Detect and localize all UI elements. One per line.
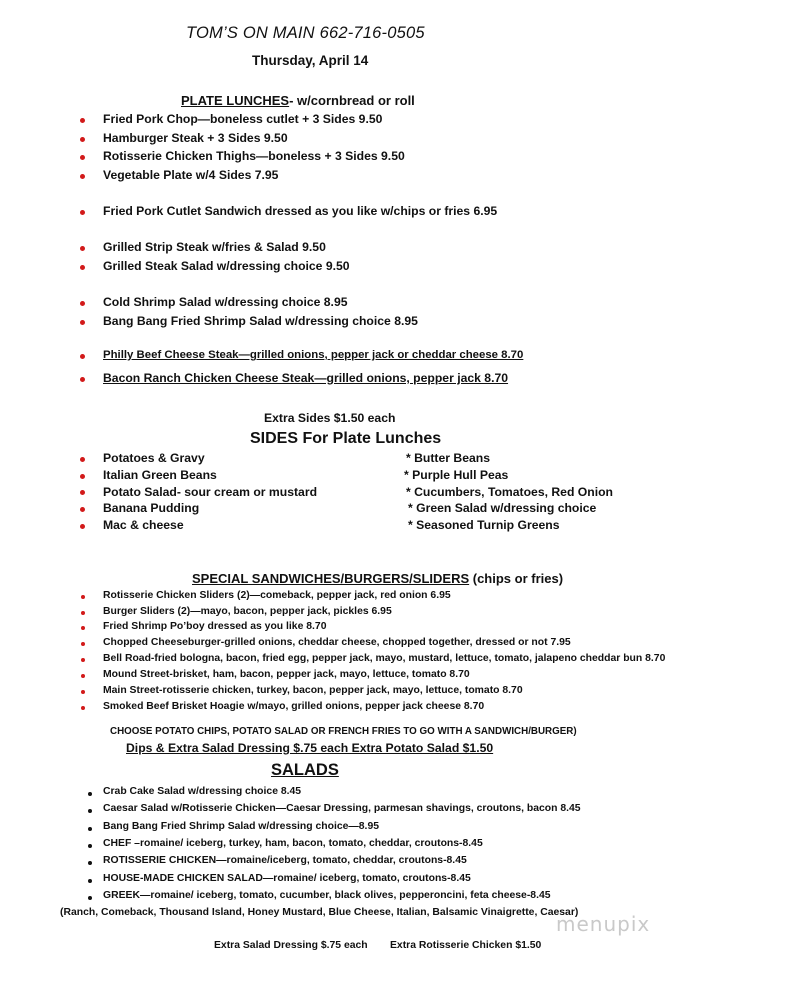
bullet-icon: [81, 706, 85, 710]
sandwich-item: Rotisserie Chicken Sliders (2)—comeback, pepper jack, red onion 6.95: [103, 590, 451, 601]
plate-lunch-item: Vegetable Plate w/4 Sides 7.95: [103, 168, 279, 182]
bullet-icon: [80, 490, 85, 495]
bullet-icon: [80, 474, 85, 479]
salad-item: ROTISSERIE CHICKEN—romaine/iceberg, tomato, cheddar, croutons-8.45: [103, 855, 467, 866]
side-item: Potatoes & Gravy: [103, 451, 205, 465]
bullet-icon: [88, 827, 92, 831]
bullet-icon: [88, 879, 92, 883]
salad-item: GREEK—romaine/ iceberg, tomato, cucumber, black olives, pepperoncini, feta cheese-8.45: [103, 890, 551, 901]
side-item: * Seasoned Turnip Greens: [408, 518, 560, 532]
sandwiches-heading: [192, 571, 563, 586]
bullet-icon: [88, 896, 92, 900]
bullet-icon: [81, 674, 85, 678]
bullet-icon: [81, 642, 85, 646]
bullet-icon: [80, 320, 85, 325]
sides-title: SIDES For Plate Lunches: [250, 430, 442, 447]
plate-lunch-item: Hamburger Steak + 3 Sides 9.50: [103, 131, 288, 145]
salad-item: Bang Bang Fried Shrimp Salad w/dressing choice—8.95: [103, 821, 380, 832]
salad-item: CHEF –romaine/ iceberg, turkey, ham, bacon, tomato, cheddar, croutons-8.45: [103, 838, 483, 849]
plate-lunches-heading-title: PLATE LUNCHES: [181, 93, 290, 108]
sandwiches-heading-title: SPECIAL SANDWICHES/BURGERS/SLIDERS: [192, 571, 470, 586]
bullet-icon: [80, 354, 85, 359]
plate-lunch-item: Cold Shrimp Salad w/dressing choice 8.95: [103, 295, 348, 309]
bullet-icon: [80, 210, 85, 215]
sandwich-item: Bell Road-fried bologna, bacon, fried egg, pepper jack, mayo, mustard, lettuce, tomato, jalapeno cheddar bun 8.70: [103, 653, 666, 664]
bullet-icon: [88, 809, 92, 813]
sandwich-item: Fried Shrimp Po’boy dressed as you like 8.70: [103, 621, 327, 632]
plate-lunch-item: Philly Beef Cheese Steak—grilled onions, pepper jack or cheddar cheese 8.70: [103, 349, 524, 361]
side-item: * Cucumbers, Tomatoes, Red Onion: [406, 485, 613, 499]
bullet-icon: [80, 118, 85, 123]
restaurant-title: TOM’S ON MAIN 662-716-0505: [186, 24, 425, 42]
dips-note: Dips & Extra Salad Dressing $.75 each Extra Potato Salad $1.50: [126, 741, 494, 755]
extra-sides-note: Extra Sides $1.50 each: [264, 411, 396, 425]
bullet-icon: [80, 377, 85, 382]
bullet-icon: [80, 457, 85, 462]
bullet-icon: [80, 265, 85, 270]
extra-dressing-note: Extra Salad Dressing $.75 each: [214, 940, 368, 951]
bullet-icon: [81, 690, 85, 694]
plate-lunches-heading: [181, 93, 415, 108]
bullet-icon: [80, 174, 85, 179]
sandwich-item: Burger Sliders (2)—mayo, bacon, pepper jack, pickles 6.95: [103, 606, 392, 617]
side-item: Italian Green Beans: [103, 468, 217, 482]
plate-lunches-heading-note: - w/cornbread or roll: [289, 93, 415, 108]
plate-lunch-item: Fried Pork Chop—boneless cutlet + 3 Sides 9.50: [103, 112, 383, 126]
sandwich-item: Chopped Cheeseburger-grilled onions, cheddar cheese, chopped together, dressed or not 7.95: [103, 637, 571, 648]
extra-chicken-note: Extra Rotisserie Chicken $1.50: [390, 940, 542, 951]
bullet-icon: [80, 524, 85, 529]
bullet-icon: [88, 792, 92, 796]
bullet-icon: [80, 246, 85, 251]
bullet-icon: [80, 301, 85, 306]
bullet-icon: [80, 507, 85, 512]
plate-lunch-item: Fried Pork Cutlet Sandwich dressed as you like w/chips or fries 6.95: [103, 204, 498, 218]
sandwiches-heading-note: (chips or fries): [469, 571, 564, 586]
menupix-watermark: menupix: [556, 912, 651, 936]
side-item: Banana Pudding: [103, 501, 200, 515]
salad-item: Caesar Salad w/Rotisserie Chicken—Caesar Dressing, parmesan shavings, croutons, bacon 8.45: [103, 803, 581, 814]
side-item: Mac & cheese: [103, 518, 184, 532]
side-item: * Green Salad w/dressing choice: [408, 501, 597, 515]
side-item: Potato Salad- sour cream or mustard: [103, 485, 318, 499]
side-item: * Purple Hull Peas: [404, 468, 509, 482]
bullet-icon: [81, 626, 85, 630]
plate-lunch-item: Rotisserie Chicken Thighs—boneless + 3 Sides 9.50: [103, 149, 405, 163]
bullet-icon: [81, 611, 85, 615]
dressing-choices: (Ranch, Comeback, Thousand Island, Honey Mustard, Blue Cheese, Italian, Balsamic Vinaigrette, Caesar): [60, 907, 579, 918]
sandwich-item: Main Street-rotisserie chicken, turkey, bacon, pepper jack, mayo, lettuce, tomato 8.70: [103, 685, 523, 696]
salad-item: Crab Cake Salad w/dressing choice 8.45: [103, 786, 302, 797]
plate-lunch-item: Grilled Steak Salad w/dressing choice 9.50: [103, 259, 350, 273]
bullet-icon: [88, 861, 92, 865]
plate-lunch-item: Grilled Strip Steak w/fries & Salad 9.50: [103, 240, 326, 254]
choose-side-note: CHOOSE POTATO CHIPS, POTATO SALAD OR FRENCH FRIES TO GO WITH A SANDWICH/BURGER): [110, 726, 577, 737]
plate-lunch-item: Bacon Ranch Chicken Cheese Steak—grilled onions, pepper jack 8.70: [103, 371, 509, 385]
sandwich-item: Mound Street-brisket, ham, bacon, pepper jack, mayo, lettuce, tomato 8.70: [103, 669, 470, 680]
plate-lunch-item: Bang Bang Fried Shrimp Salad w/dressing choice 8.95: [103, 314, 418, 328]
bullet-icon: [81, 658, 85, 662]
menu-date: Thursday, April 14: [252, 53, 369, 68]
salads-title: SALADS: [271, 761, 339, 779]
sandwich-item: Smoked Beef Brisket Hoagie w/mayo, grilled onions, pepper jack cheese 8.70: [103, 701, 485, 712]
side-item: * Butter Beans: [406, 451, 490, 465]
bullet-icon: [81, 595, 85, 599]
bullet-icon: [88, 844, 92, 848]
bullet-icon: [80, 155, 85, 160]
bullet-icon: [80, 137, 85, 142]
salad-item: HOUSE-MADE CHICKEN SALAD—romaine/ iceberg, tomato, croutons-8.45: [103, 873, 471, 884]
